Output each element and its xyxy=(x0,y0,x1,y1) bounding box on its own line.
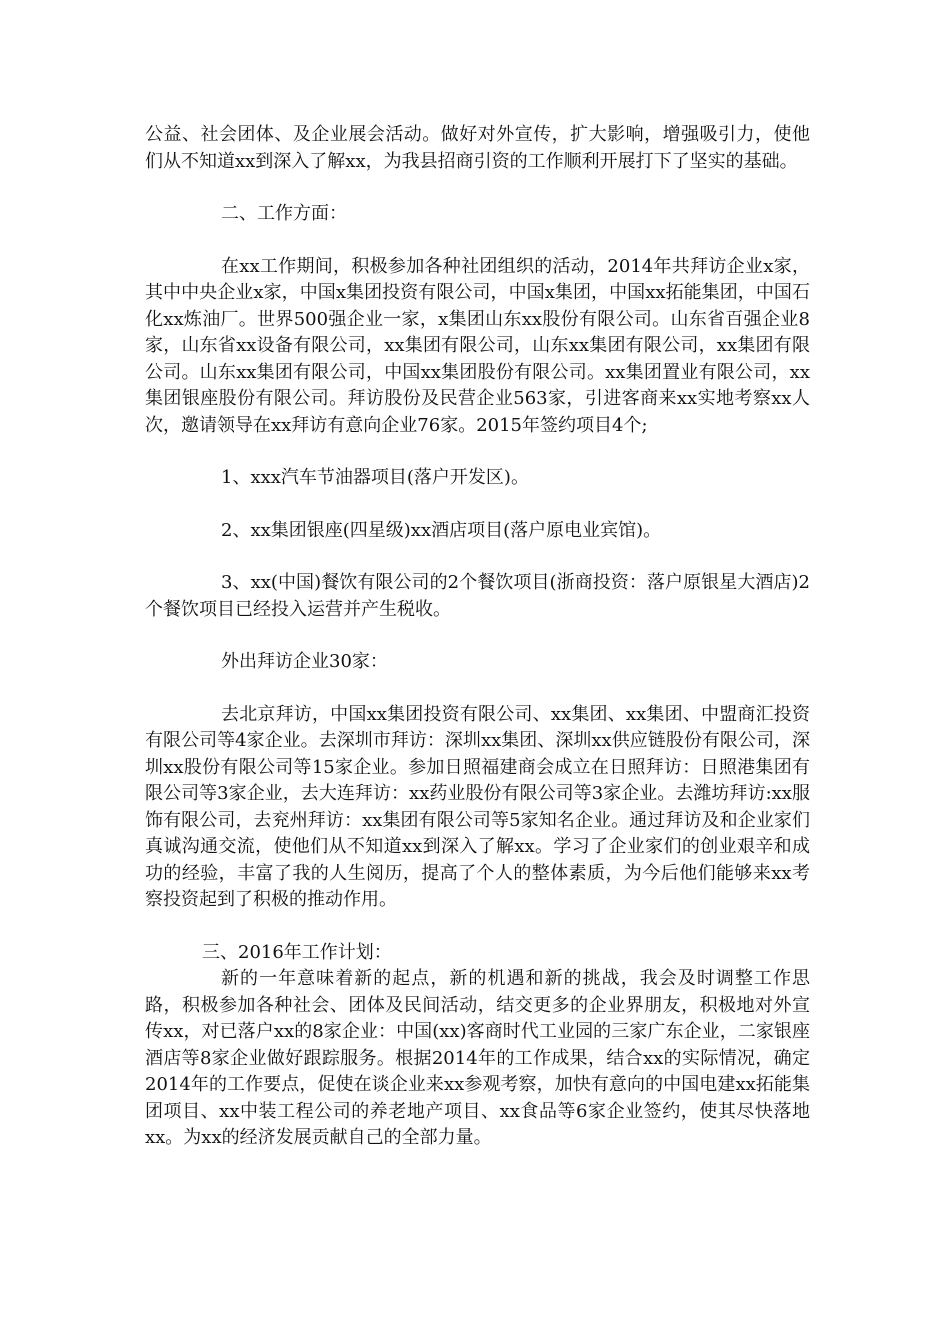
paragraph-work-summary: 在xx工作期间，积极参加各种社团组织的活动，2014年共拜访企业x家，其中中央企业x家，中国x集团投资有限公司，中国x集团，中国xx拓能集团，中国石化xx炼油厂。世界500强企业一家，x集团山东xx股份有限公司。山东省百强企业8家，山东省xx设备有限公司，xx集团有限公司，山东xx集团有限公司，xx集团有限公司。山东xx集团有限公司，中国xx集团股份有限公司。xx集团置业有限公司，xx集团银座股份有限公司。拜访股份及民营企业563家，引进客商来xx实地考察xx人次，邀请领导在xx拜访有意向企业76家。2015年签约项目4个; xyxy=(145,255,810,436)
project-item-3: 3、xx(中国)餐饮有限公司的2个餐饮项目(浙商投资：落户原银星大酒店)2个餐饮项目已经投入运营并产生税收。 xyxy=(145,572,810,620)
paragraph-plan: 新的一年意味着新的起点，新的机遇和新的挑战，我会及时调整工作思路，积极参加各种社会、团体及民间活动，结交更多的企业界朋友，积极地对外宣传xx，对已落户xx的8家企业：中国(xx)客商时代工业园的三家广东企业，二家银座酒店等8家企业做好跟踪服务。根据2014年的工作成果，结合xx的实际情况，确定2014年的工作要点，促使在谈企业来xx参观考察，加快有意向的中国电建xx拓能集团项目、xx中装工程公司的养老地产项目、xx食品等6家企业签约，使其尽快落地xx。为xx的经济发展贡献自己的全部力量。 xyxy=(145,968,810,1148)
document-body xyxy=(145,122,810,1152)
section-heading-plan: 三、2016年工作计划： xyxy=(202,941,392,963)
section-heading-work: 二、工作方面： xyxy=(221,203,347,224)
subheading-external-visits: 外出拜访企业30家： xyxy=(221,651,388,672)
project-item-1: 1、xxx汽车节油器项目(落户开发区)。 xyxy=(221,467,529,488)
paragraph-external-visits: 去北京拜访，中国xx集团投资有限公司、xx集团、xx集团、中盟商汇投资有限公司等4家企业。去深圳市拜访：深圳xx集团、深圳xx供应链股份有限公司，深圳xx股份有限公司等15家企业。参加日照福建商会成立在日照拜访：日照港集团有限公司等3家企业，去大连拜访：xx药业股份有限公司等3家企业。去潍坊拜访:xx服饰有限公司，去兖州拜访：xx集团有限公司等5家知名企业。通过拜访及和企业家们真诚沟通交流，使他们从不知道xx到深入了解xx。学习了企业家们的创业艰辛和成功的经验，丰富了我的人生阅历，提高了个人的整体素质，为今后他们能够来xx考察投资起到了积极的推动作用。 xyxy=(145,703,810,910)
project-item-2: 2、xx集团银座(四星级)xx酒店项目(落户原电业宾馆)。 xyxy=(221,519,662,541)
paragraph-intro-continuation: 公益、社会团体、及企业展会活动。做好对外宣传，扩大影响，增强吸引力，使他们从不知道xx到深入了解xx，为我县招商引资的工作顺利开展打下了坚实的基础。 xyxy=(145,124,810,172)
